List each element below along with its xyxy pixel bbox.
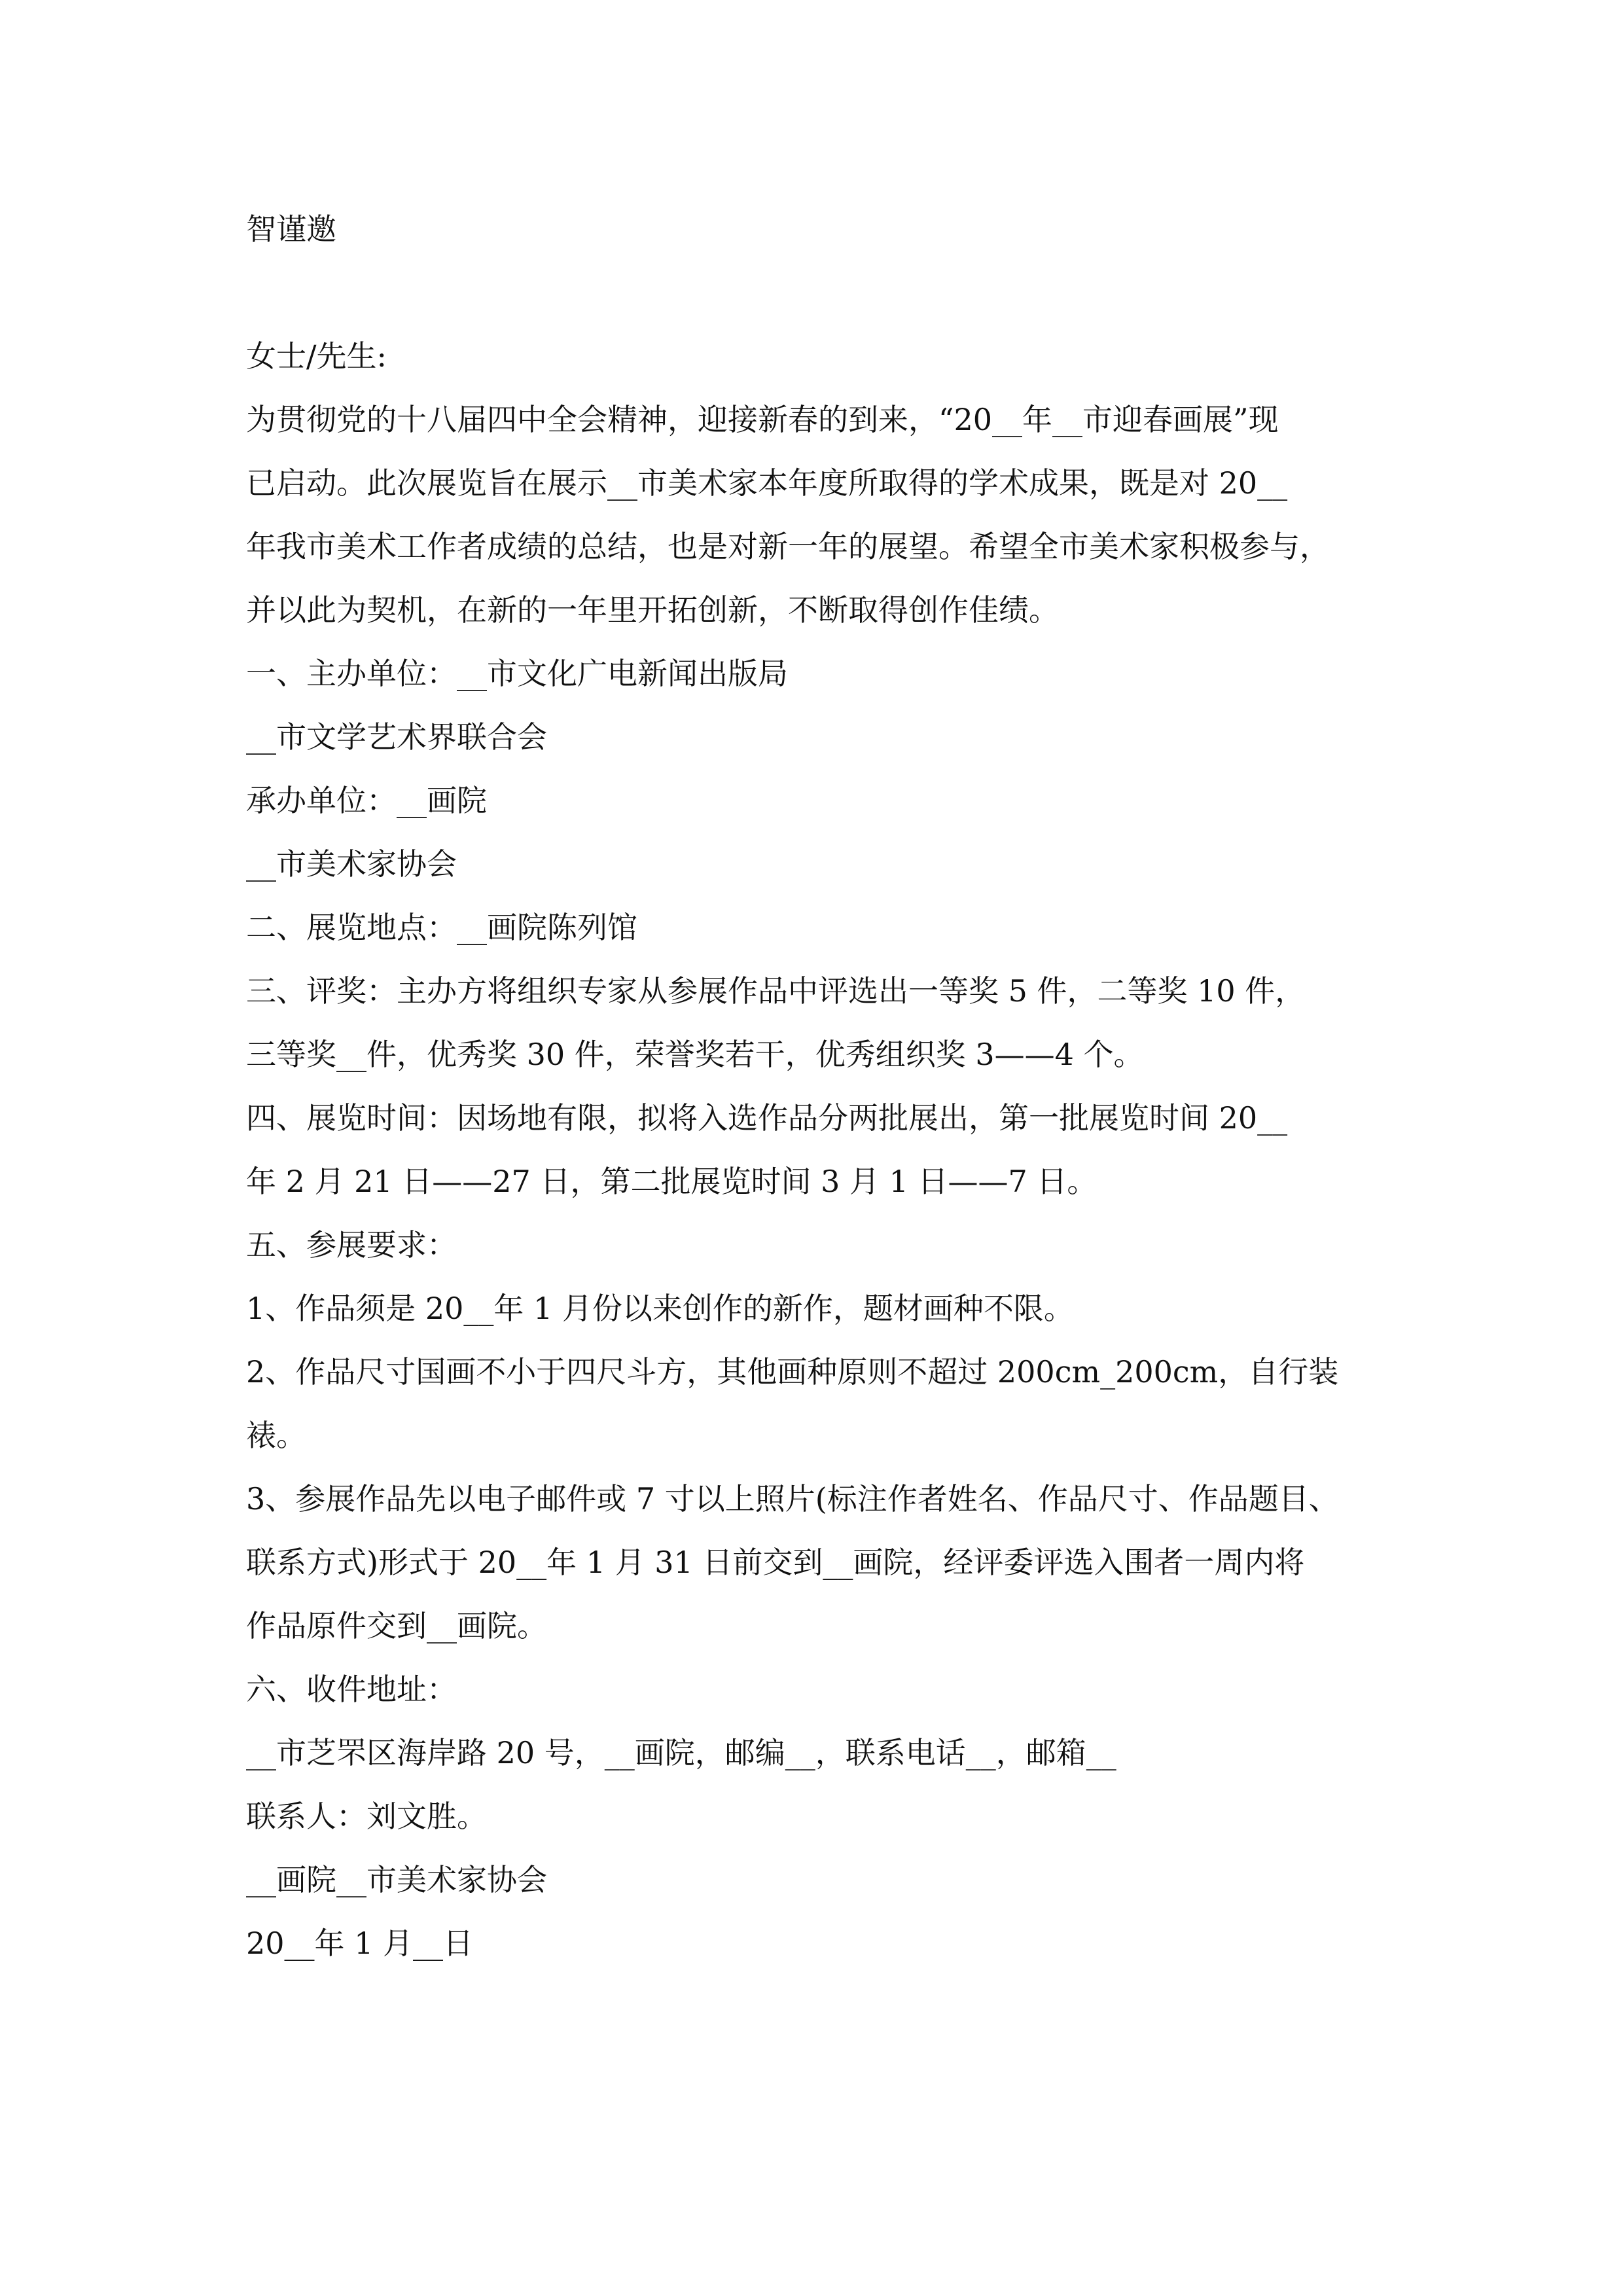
requirement-line: 2、作品尺寸国画不小于四尺斗方，其他画种原则不超过 200cm_200cm，自行装: [246, 1354, 1339, 1390]
organizer-line: 一、主办单位：__市文化广电新闻出版局: [246, 656, 788, 691]
organizer-line: __市文学艺术界联合会: [246, 719, 547, 755]
paragraph-line: 为贯彻党的十八届四中全会精神，迎接新春的到来，“20__年__市迎春画展”现: [246, 402, 1279, 437]
awards-line: 三、评奖：主办方将组织专家从参展作品中评选出一等奖 5 件，二等奖 10 件，: [246, 973, 1306, 1009]
schedule-line: 四、展览时间：因场地有限，拟将入选作品分两批展出，第一批展览时间 20__: [246, 1100, 1288, 1136]
requirement-line: 作品原件交到__画院。: [246, 1608, 547, 1643]
document-body: [246, 325, 1378, 1975]
document-title: 智谨邀: [246, 211, 336, 247]
address-heading: 六、收件地址：: [246, 1672, 457, 1707]
requirement-line: 1、作品须是 20__年 1 月份以来创作的新作，题材画种不限。: [246, 1291, 1074, 1326]
co-organizer-line: 承办单位：__画院: [246, 783, 487, 818]
paragraph-line: 年我市美术工作者成绩的总结，也是对新一年的展望。希望全市美术家积极参与，: [246, 529, 1330, 564]
requirement-line: 3、参展作品先以电子邮件或 7 寸以上照片(标注作者姓名、作品尺寸、作品题目、: [246, 1481, 1339, 1516]
requirements-heading: 五、参展要求：: [246, 1227, 457, 1263]
paragraph-line: 已启动。此次展览旨在展示__市美术家本年度所取得的学术成果，既是对 20__: [246, 465, 1288, 501]
awards-line: 三等奖__件，优秀奖 30 件，荣誉奖若干，优秀组织奖 3——4 个。: [246, 1037, 1144, 1072]
contact-line: 联系人：刘文胜。: [246, 1799, 487, 1834]
co-organizer-line: __市美术家协会: [246, 846, 457, 882]
salutation-line: 女士/先生:: [246, 338, 387, 374]
signature-line: __画院__市美术家协会: [246, 1862, 547, 1897]
schedule-line: 年 2 月 21 日——27 日，第二批展览时间 3 月 1 日——7 日。: [246, 1164, 1097, 1199]
date-line: 20__年 1 月__日: [246, 1926, 474, 1961]
requirement-line: 联系方式)形式于 20__年 1 月 31 日前交到__画院，经评委评选入围者一周内将: [246, 1545, 1305, 1580]
requirement-line: 裱。: [246, 1418, 306, 1453]
address-line: __市芝罘区海岸路 20 号，__画院，邮编__，联系电话__，邮箱__: [246, 1735, 1116, 1770]
paragraph-line: 并以此为契机，在新的一年里开拓创新，不断取得创作佳绩。: [246, 592, 1059, 628]
venue-line: 二、展览地点：__画院陈列馆: [246, 910, 637, 945]
